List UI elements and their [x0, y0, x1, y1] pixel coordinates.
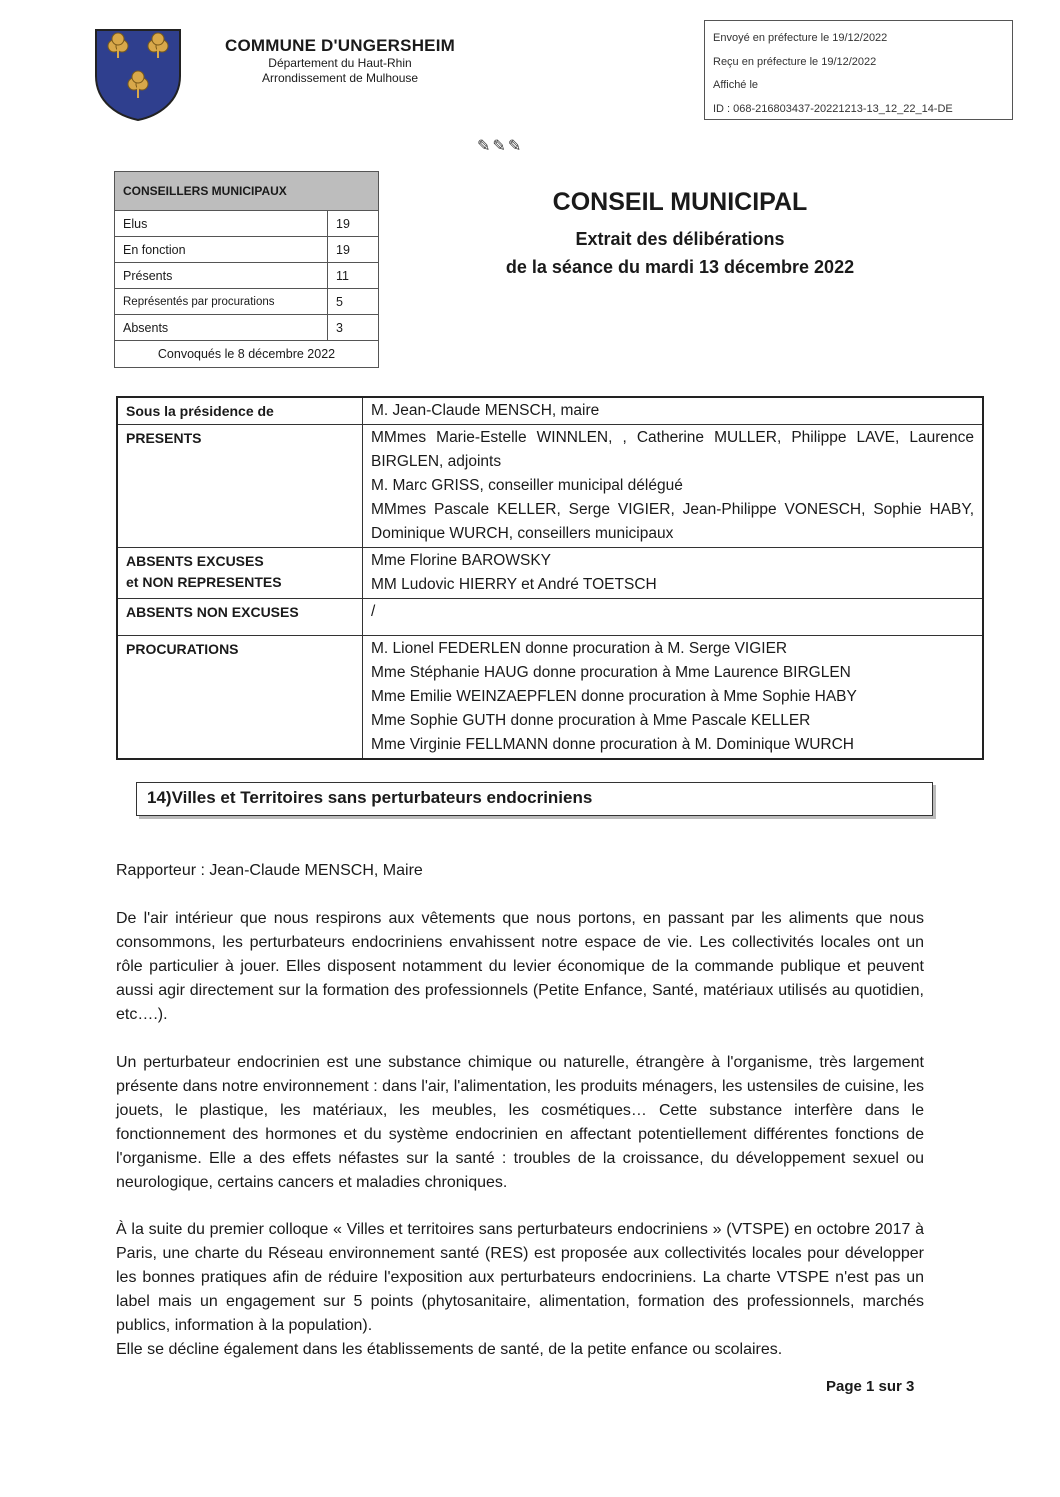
table-row: [115, 237, 379, 263]
decorative-ornament: ✎✎✎: [477, 138, 524, 155]
table-row: [117, 397, 983, 425]
stamp-recu: Reçu en préfecture le 19/12/2022: [713, 55, 877, 68]
table-row: [115, 211, 379, 237]
stamp-affiche: Affiché le: [713, 79, 759, 91]
paragraph-text: De l'air intérieur que nous respirons aux vêtements que nous portons, en passant par les aliments que nous consommons, les perturbateurs endocriniens envahissent notre espace de vie. Les collectivités locales ont un rôle particulier à jouer. Elles disposent notamment du levier économique de la commande publique et peuvent aussi agir directement sur la formation des professionnels (Petite Enfance, Santé, matériaux utilisés au quotidien, etc….).: [116, 910, 924, 1023]
row-value: 11: [328, 263, 379, 289]
rapporteur-text: Rapporteur : Jean-Claude MENSCH, Maire: [116, 862, 423, 879]
paragraph-1: [116, 907, 924, 1027]
paragraph-2: [116, 1051, 924, 1195]
presents-label: PRESENTS: [117, 425, 363, 548]
document-title-block: [440, 188, 920, 281]
stamp-envoye: Envoyé en préfecture le 19/12/2022: [713, 32, 888, 44]
procuration-line: Mme Emilie WEINZAEPFLEN donne procuration à Mme Sophie HABY: [371, 688, 857, 705]
row-value: 19: [328, 237, 379, 263]
absent-line: Mme Florine BAROWSKY: [371, 552, 552, 569]
row-label: Elus: [115, 211, 328, 237]
presidence-value: M. Jean-Claude MENSCH, maire: [363, 397, 984, 425]
procuration-line: Mme Stéphanie HAUG donne procuration à Mme Laurence BIRGLEN: [371, 664, 851, 681]
table-row: [115, 263, 379, 289]
procuration-line: M. Lionel FEDERLEN donne procuration à M. Serge VIGIER: [371, 640, 788, 657]
table-row: [115, 315, 379, 341]
conseillers-title: CONSEILLERS MUNICIPAUX: [115, 172, 379, 211]
paragraph-text: Un perturbateur endocrinien est une substance chimique ou naturelle, étrangère à l'organisme, très largement présente dans notre environnement : dans l'air, l'alimentation, les produits ménagers, les ustensiles de cuisine, les jouets, le plastique, les matériaux, les meubles, les cosmétiques… Cette substance interfère dans le fonctionnement des hormones et du système endocrinien en affectant potentiellement différentes fonctions de l'organisme. Elle a des effets néfastes sur la santé : troubles de la croissance, du développement sexuel ou neurologique, certains cancers et maladies chroniques.: [116, 1054, 924, 1191]
table-row: [117, 425, 983, 548]
row-label: Absents: [115, 315, 328, 341]
row-label: En fonction: [115, 237, 328, 263]
row-label: Présents: [115, 263, 328, 289]
presence-table: [116, 396, 984, 760]
paragraph-text: À la suite du premier colloque « Villes et territoires sans perturbateurs endocriniens » (VTSPE) en octobre 2017 à Paris, une charte du Réseau environnement santé (RES) est proposée aux collectivités locales pour développer les bonnes pratiques afin de réduire l'exposition aux perturbateurs endocriniens. La charte VTSPE n'est pas un label mais un engagement sur 5 points (phytosanitaire, alimentation, formation des professionnels, marchés publics, information à la population).: [116, 1221, 924, 1334]
convocation-date: Convoqués le 8 décembre 2022: [115, 341, 379, 368]
procurations-label: PROCURATIONS: [117, 636, 363, 760]
presidence-label: Sous la présidence de: [117, 397, 363, 425]
presents-line: MMmes Marie-Estelle WINNLEN, , Catherine MULLER, Philippe LAVE, Laurence BIRGLEN, adjoints: [371, 429, 974, 470]
paragraph-text: Elle se décline également dans les établissements de santé, de la petite enfance ou scolaires.: [116, 1341, 783, 1358]
table-row: [115, 289, 379, 315]
row-value: 19: [328, 211, 379, 237]
absents-excuses-label: et NON REPRESENTES: [126, 574, 282, 590]
procuration-line: Mme Virginie FELLMANN donne procuration à M. Dominique WURCH: [371, 736, 854, 753]
subtitle-line-2: de la séance du mardi 13 décembre 2022: [505, 257, 855, 277]
paragraph-3: [116, 1218, 924, 1362]
absents-non-value: /: [363, 599, 984, 636]
prefecture-stamp: [704, 20, 1013, 120]
absents-non-label: ABSENTS NON EXCUSES: [117, 599, 363, 636]
table-row: [117, 548, 983, 599]
procuration-line: Mme Sophie GUTH donne procuration à Mme Pascale KELLER: [371, 712, 811, 729]
table-row: [117, 636, 983, 760]
presents-line: MMmes Pascale KELLER, Serge VIGIER, Jean-Philippe VONESCH, Sophie HABY, Dominique WURCH, conseillers municipaux: [371, 501, 974, 542]
stamp-id: ID : 068-216803437-20221213-13_12_22_14-DE: [713, 102, 953, 115]
departement: Département du Haut-Rhin: [268, 56, 412, 70]
presents-line: M. Marc GRISS, conseiller municipal délégué: [371, 477, 683, 494]
absents-excuses-label: ABSENTS EXCUSES: [126, 553, 264, 569]
commune-crest-logo: [92, 26, 184, 122]
table-row: [117, 599, 983, 636]
row-value: 5: [328, 289, 379, 315]
conseillers-table: [114, 171, 379, 368]
commune-name: COMMUNE D'UNGERSHEIM: [225, 36, 455, 55]
rapporteur: [116, 859, 924, 883]
section-title: 14)Villes et Territoires sans perturbateurs endocriniens: [136, 782, 933, 816]
commune-header: [190, 36, 490, 86]
page-title: CONSEIL MUNICIPAL: [552, 188, 808, 216]
row-value: 3: [328, 315, 379, 341]
absent-line: MM Ludovic HIERRY et André TOETSCH: [371, 576, 657, 593]
subtitle-line-1: Extrait des délibérations: [575, 229, 785, 249]
row-label: Représentés par procurations: [115, 289, 328, 315]
page-number: Page 1 sur 3: [826, 1378, 915, 1395]
arrondissement: Arrondissement de Mulhouse: [261, 71, 419, 85]
